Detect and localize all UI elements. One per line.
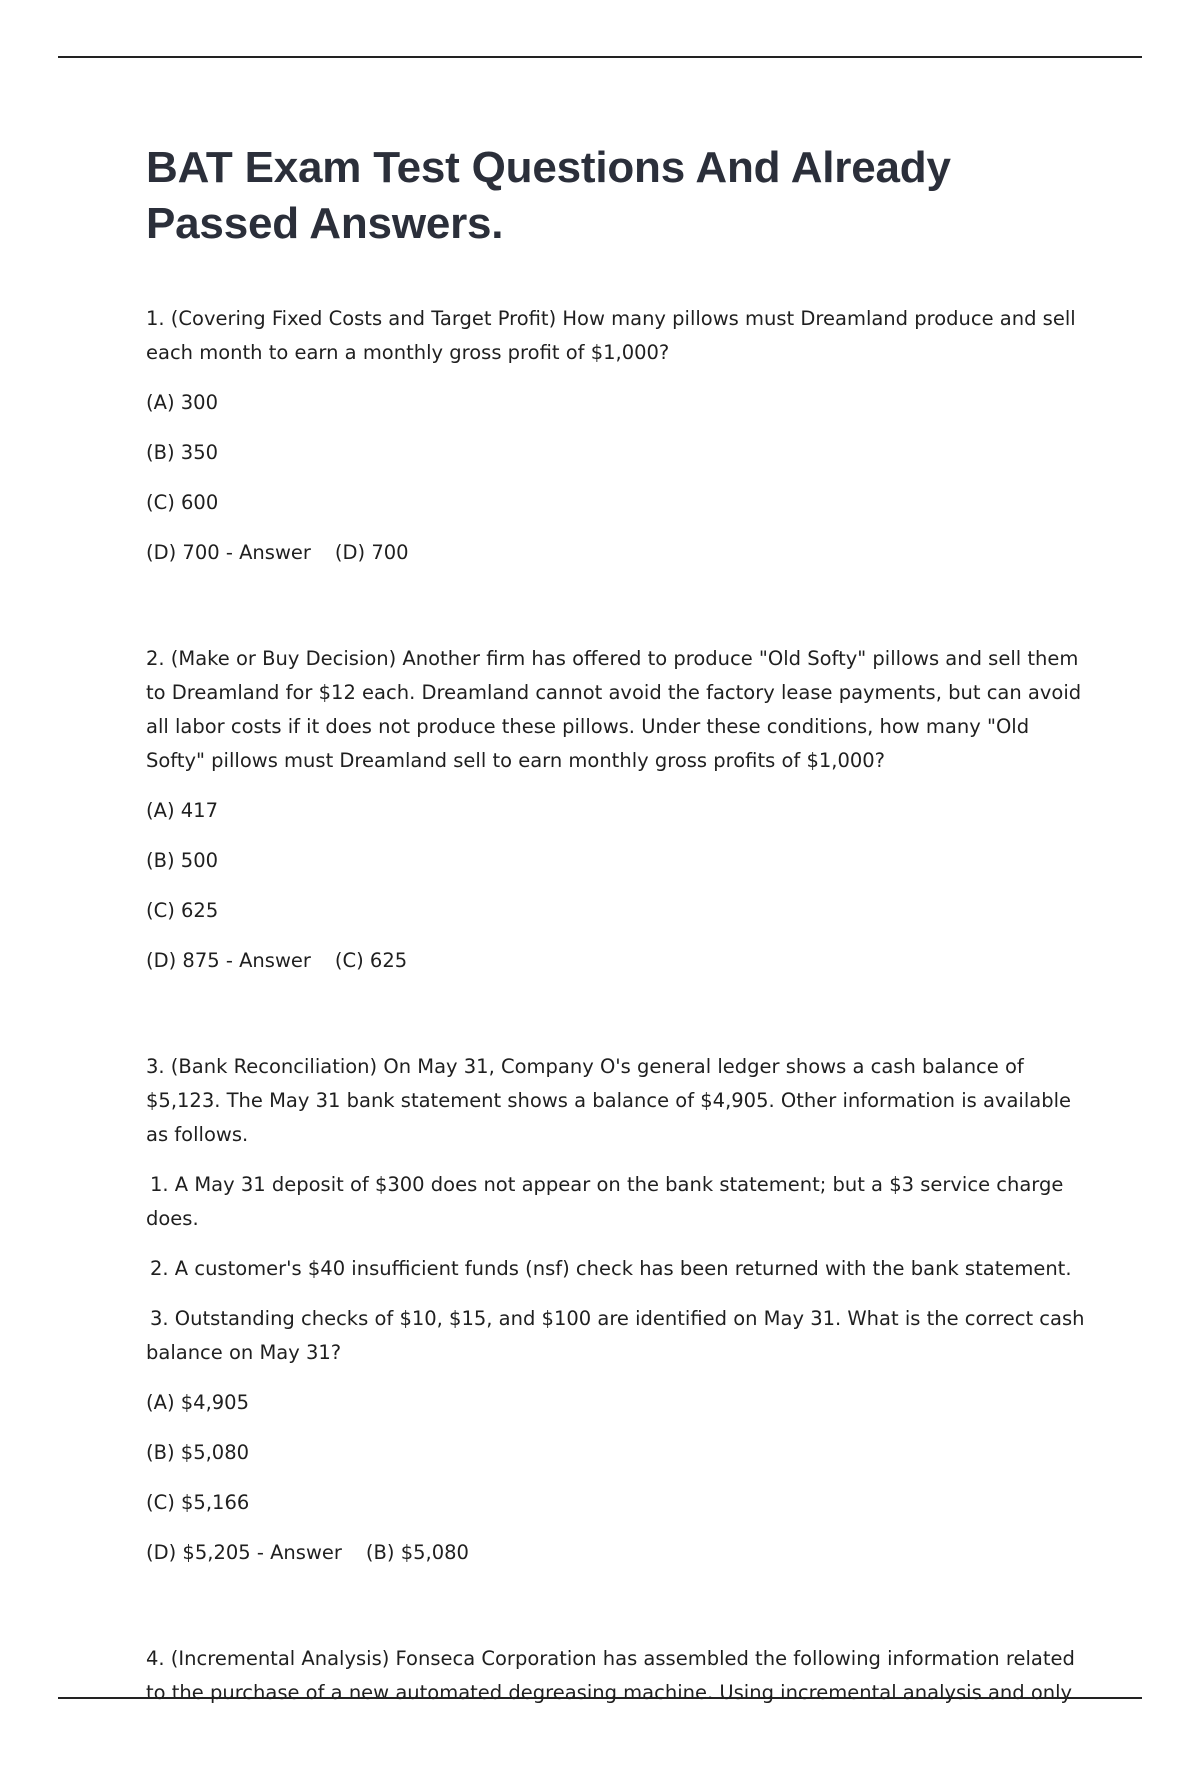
option-d: (D) 875 - Answer <box>146 949 311 972</box>
document-title: BAT Exam Test Questions And Already Passed Answers. <box>146 143 951 248</box>
question-3 <box>146 1050 1086 1570</box>
answer-value: (B) $5,080 <box>365 1541 469 1564</box>
option-a: (A) $4,905 <box>146 1391 249 1414</box>
info-item-1: 1. A May 31 deposit of $300 does not appear on the bank statement; but a $3 service charge does. <box>146 1173 1064 1230</box>
top-rule <box>58 56 1142 58</box>
option-b: (B) 500 <box>146 849 219 872</box>
answer-value: (D) 700 <box>334 541 409 564</box>
question-text: 1. (Covering Fixed Costs and Target Profit) How many pillows must Dreamland produce and sell each month to earn a monthly gross profit of $1,000? <box>146 307 1076 364</box>
option-b: (B) 350 <box>146 441 219 464</box>
option-c: (C) 625 <box>146 899 219 922</box>
document-body <box>146 140 1086 1782</box>
answer-value: (C) 625 <box>334 949 408 972</box>
option-d: (D) $5,205 - Answer <box>146 1541 342 1564</box>
question-2 <box>146 642 1086 978</box>
option-d-row <box>146 536 1086 570</box>
option-b: (B) $5,080 <box>146 1441 250 1464</box>
question-text: 2. (Make or Buy Decision) Another firm has offered to produce "Old Softy" pillows and sell them to Dreamland for $12 each. Dreamland cannot avoid the factory lease payments, but can avoid all labor costs if it does not produce these pillows. Under these conditions, how many "Old Softy" pillows must Dreamland sell to earn monthly gross profits of $1,000? <box>146 647 1082 772</box>
info-item-2: 2. A customer's $40 insufficient funds (nsf) check has been returned with the bank statement. <box>150 1257 1072 1280</box>
option-d-row <box>146 1536 1086 1570</box>
question-text: 3. (Bank Reconciliation) On May 31, Company O's general ledger shows a cash balance of $5,123. The May 31 bank statement shows a balance of $4,905. Other information is available as follows. <box>146 1055 1071 1146</box>
option-a: (A) 417 <box>146 799 218 822</box>
option-c: (C) 600 <box>146 491 219 514</box>
option-c: (C) $5,166 <box>146 1491 250 1514</box>
bottom-rule <box>58 1697 1142 1699</box>
question-1 <box>146 302 1086 570</box>
option-d: (D) 700 - Answer <box>146 541 311 564</box>
question-text: 4. (Incremental Analysis) Fonseca Corporation has assembled the following information related to the purchase of a new automated degreasing machine. Using incremental analysis and only <box>146 1647 1075 1704</box>
option-a: (A) 300 <box>146 391 218 414</box>
option-d-row <box>146 944 1086 978</box>
info-item-3: 3. Outstanding checks of $10, $15, and $100 are identified on May 31. What is the correct cash balance on May 31? <box>146 1307 1085 1364</box>
